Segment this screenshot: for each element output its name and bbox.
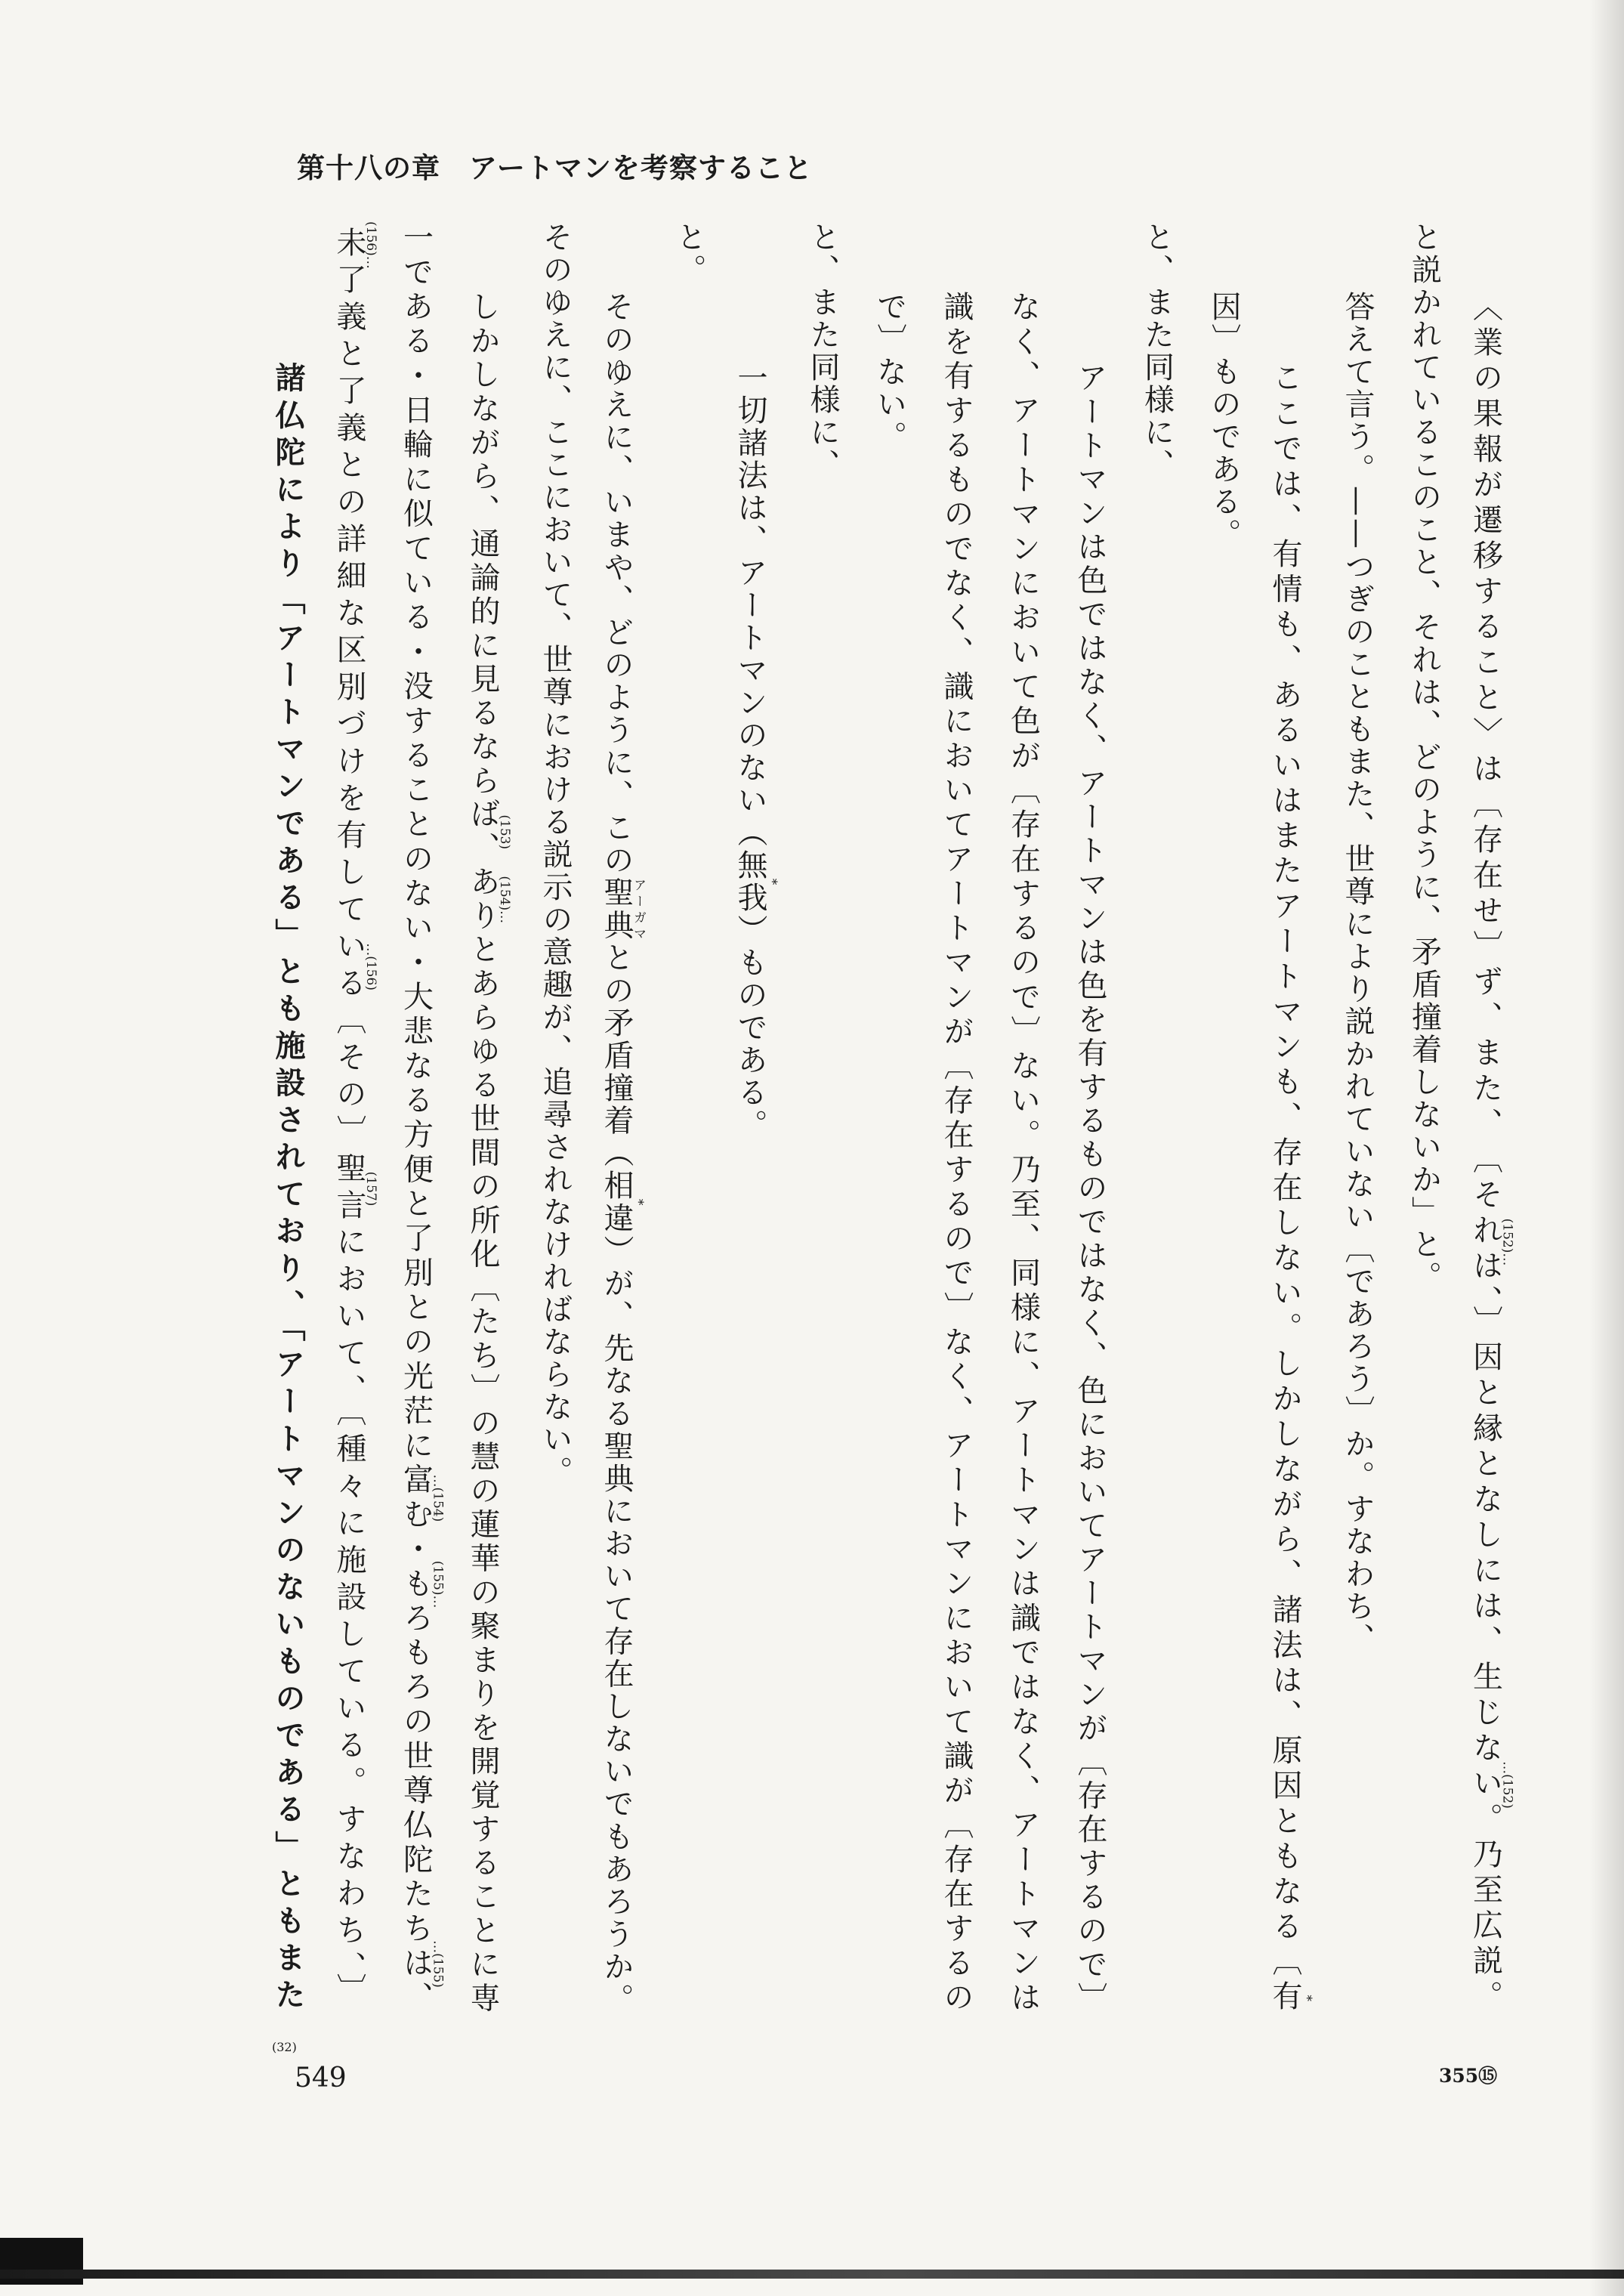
footnote-marker: …(155) [430,1912,446,2016]
text-column [270,362,305,2016]
footnote-marker: アーガマ [631,876,646,942]
footnote-marker: (153) [497,798,512,867]
annotated-text [599,876,646,942]
text-run: そのゆえに、ここにおいて、世尊における説示の意趣が、追尋されなければならない。 [538,221,573,1488]
text-column [1140,221,1175,481]
annotated-base-text: ない。 [1468,1732,1503,1838]
annotated-text [1468,1732,1515,1838]
annotated-text [1468,1143,1515,1341]
text-column [399,221,445,2016]
running-header: 第十八の章 アートマンを考察すること [297,151,813,184]
small-page-mark: (32) [272,2040,297,2054]
footnote-marker: …(152) [1499,1732,1515,1838]
annotated-text [398,1912,446,2016]
annotated-text [332,1151,378,1226]
annotated-text [465,798,512,867]
text-run: 答えて言う。——つぎのこともまた、世尊により説かれていない〔であろう〕か。すなわち、 [1340,291,1375,1655]
text-column [1006,291,1041,2016]
text-run: 一である・日輪に似ている・没することのない・大悲なる方便と了別との光茫に [398,221,434,1464]
text-column [1340,291,1375,1655]
annotated-text [332,929,378,1004]
text-run: で〕ない。 [872,291,907,453]
footnote-marker: (156)… [363,221,378,269]
text-column [805,221,840,481]
scan-edge-shadow [1589,0,1624,2296]
text-column [599,291,645,2016]
text-run: 諸仏陀により「アートマンである」とも施設されており、「アートマンのないものである」ともまた [270,362,306,2016]
text-column [1468,291,1514,2016]
footnote-marker: * [631,1170,646,1235]
footnote-marker: (152)… [1499,1143,1515,1341]
text-run: 了義と了義との詳細な区別づけを有して [332,263,366,930]
annotated-text [733,849,780,914]
text-run: 因〕ものである。 [1206,291,1241,551]
annotated-base-text: ちは、 [398,1912,434,2016]
annotated-text [398,1463,446,1533]
annotated-base-text: 無我 [733,849,767,914]
text-column [465,291,511,2016]
text-column [733,362,779,1142]
text-run: 一切諸法は、アートマンのない（ [733,362,767,849]
text-run: とあらゆる世間の所化〔たち〕の慧の蓮華の聚まりを開覚することに専 [465,933,500,2016]
text-run: と。 [672,221,706,286]
text-run: そのゆえに、いまや、どのように、この [599,291,634,877]
annotated-base-text: 聖言 [332,1151,366,1226]
footnote-marker: * [1299,1980,1314,2016]
footnote-marker: …(156) [363,929,378,1004]
text-run: 識を有するものでなく、識においてアートマンが〔存在するので〕なく、アートマンにおいて識が〔存在するの [939,291,974,2016]
text-run: 〈業の果報が遷移すること〉は〔存在せ〕ず、また、 [1468,291,1503,1143]
annotated-text [332,221,378,269]
text-column [1407,221,1442,1293]
annotated-base-text: ・もろ [398,1532,434,1636]
page-number: 549 [295,2063,347,2094]
text-run: と、また同様に、 [805,221,840,481]
annotated-base-text: 富む [398,1463,434,1533]
annotated-text [599,1170,646,1235]
text-run: 乃至広説。 [1468,1838,1503,2016]
footnote-marker: (155)… [430,1532,446,1636]
text-column [1267,362,1314,2016]
annotated-text [465,866,512,934]
scan-edge-line [0,2270,1624,2279]
text-column [538,221,573,1488]
annotated-base-text: あり [465,866,500,934]
annotated-base-text: 有 [1267,1980,1302,2016]
annotated-base-text: 相違 [599,1170,634,1235]
text-run: なく、アートマンにおいて色が〔存在するので〕ない。乃至、同様に、アートマンは識ではなく、アートマンは [1005,291,1041,2016]
footnote-marker: * [764,849,780,914]
footnote-marker: (157) [363,1151,378,1226]
annotated-base-text: ば、 [465,798,500,867]
annotated-base-text: 聖典 [599,876,634,942]
text-run: において、〔種々に施設している。すなわち、〕 [332,1225,366,2010]
text-column [332,221,378,2010]
text-run: ）ものである。 [733,914,767,1142]
text-column [872,291,907,453]
text-run: アートマンは色ではなく、アートマンは色を有するものではなく、色においてアートマンが〔存在するので〕 [1073,362,1107,2016]
text-column [672,221,706,286]
text-column [939,291,974,2016]
text-run: と説かれているこのこと、それは、どのように、矛盾撞着しないか」と。 [1406,221,1442,1293]
text-run: ）が、先なる聖典において存在しないでもあろうか。 [599,1235,634,2016]
text-run: ここでは、有情も、あるいはまたアートマンも、存在しない。しかしながら、諸法は、原因ともなる〔 [1267,362,1302,1981]
text-run: 〔その〕 [332,1003,366,1152]
annotated-text [1267,1980,1314,2016]
text-run: もろの世尊仏陀た [398,1636,434,1913]
annotated-base-text: 未 [332,221,366,269]
text-run: と、また同様に、 [1139,221,1175,481]
text-column [1206,291,1241,551]
annotated-text [398,1532,446,1636]
footnote-marker: (154)… [497,866,512,934]
annotated-base-text: 〔それは、〕 [1468,1143,1503,1341]
annotated-base-text: いる [332,929,366,1004]
footnote-marker: …(154) [430,1463,446,1533]
text-column [1073,362,1107,2016]
text-run: 因と縁となしには、生じ [1468,1341,1503,1732]
source-reference: 355⑮ [1439,2065,1498,2087]
text-run: しかしながら、通論的に見るなら [465,291,500,799]
text-run: との矛盾撞着（ [599,941,634,1170]
